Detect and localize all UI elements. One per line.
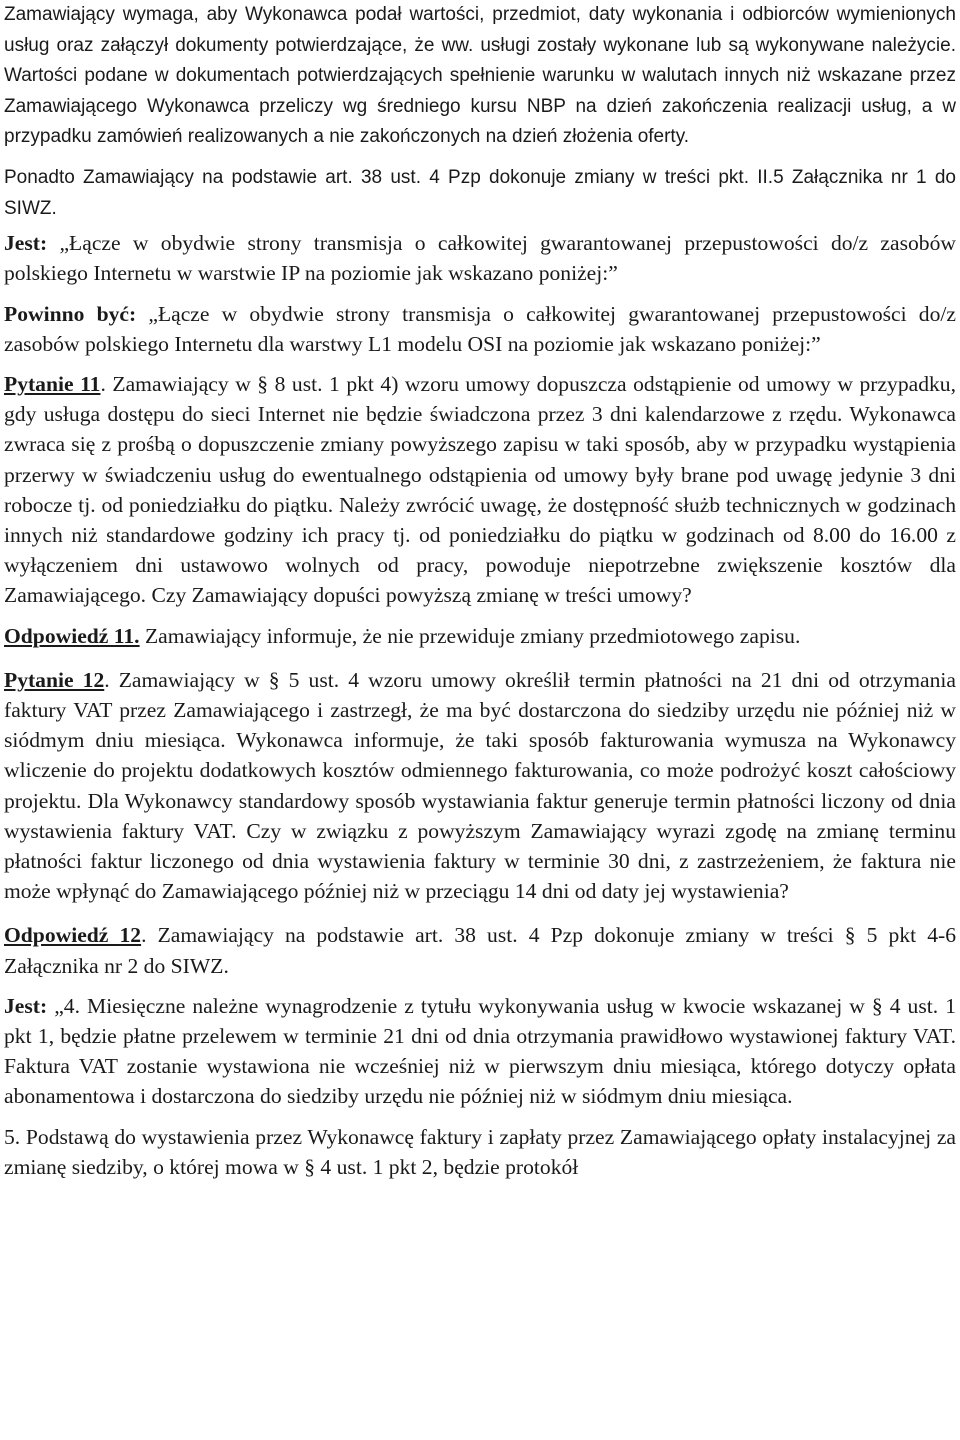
jest-label: Jest: — [4, 231, 48, 256]
paragraph-jest-2 — [4, 991, 956, 1112]
answer-12-label: Odpowiedź 12 — [4, 923, 142, 948]
answer-11-label: Odpowiedź 11. — [4, 623, 140, 648]
answer-12-text: . Zamawiający na podstawie art. 38 ust. 4 Pzp dokonuje zmiany w treści § 5 pkt 4-6 Załącznika nr 2 do SIWZ. — [4, 923, 956, 978]
question-12 — [4, 665, 956, 907]
answer-11 — [4, 621, 956, 651]
question-11 — [4, 369, 956, 611]
question-11-text: . Zamawiający w § 8 ust. 1 pkt 4) wzoru umowy dopuszcza odstąpienie od umowy w przypadku, gdy usługa dostępu do sieci Internet nie będzie świadczona przez 3 dni kalendarzowe z rzędu. Wykonawca zwraca się z prośbą o dopuszczenie zmiany powyższego zapisu w taki sposób, aby w przypadku wystąpienia przerwy w świadczeniu usług do ewentualnego odstąpienia od umowy były brane pod uwagę jedynie 3 dni robocze tj. od poniedziałku do piątku. Należy zwrócić uwagę, że dostępność służb technicznych w godzinach innych niż standardowe godziny ich pracy tj. od poniedziałku do piątku w godzinach od 8.00 do 16.00 z wyłączeniem dni ustawowo wolnych od pracy, powoduje niepotrzebne zwiększenie kosztów dla Zamawiającego. Czy Zamawiający dopuści powyższą zmianę w treści umowy? — [4, 371, 956, 608]
answer-11-text: Zamawiający informuje, że nie przewiduje zmiany przedmiotowego zapisu. — [139, 623, 801, 648]
question-12-label: Pytanie 12 — [4, 667, 105, 692]
paragraph-requirements: Zamawiający wymaga, aby Wykonawca podał wartości, przedmiot, daty wykonania i odbiorców wymienionych usług oraz załączył dokumenty potwierdzające, że ww. usługi zostały wykonane lub są wykonywane należycie. Wartości podane w dokumentach potwierdzających spełnienie warunku w walutach innych niż wskazane przez Zamawiającego Wykonawca przeliczy wg średniego kursu NBP na dzień zakończenia realizacji usług, a w przypadku zamówień realizowanych a nie zakończonych na dzień złożenia oferty. — [4, 4, 956, 148]
jest-text: „Łącze w obydwie strony transmisja o całkowitej gwarantowanej przepustowości do/z zasobów polskiego Internetu w warstwie IP na poziomie jak wskazano poniżej:” — [4, 231, 956, 286]
question-11-label: Pytanie 11 — [4, 371, 101, 396]
paragraph-powinno-byc — [4, 299, 956, 359]
answer-12 — [4, 920, 956, 980]
jest-text-2: „4. Miesięczne należne wynagrodzenie z tytułu wykonywania usług w kwocie wskazanej w § 4 ust. 1 pkt 1, będzie płatne przelewem w terminie 21 dni od dnia otrzymania prawidłowo wystawionej faktury VAT. Faktura VAT zostanie wystawiona nie wcześniej niż w pierwszym dniu miesiąca, którego dotyczy opłata abonamentowa i dostarczona do siedziby urzędu nie później niż w siódmym dniu miesiąca. — [4, 993, 956, 1109]
powinno-byc-label: Powinno być: — [4, 301, 137, 326]
question-12-text: . Zamawiający w § 5 ust. 4 wzoru umowy określił termin płatności na 21 dni od otrzymania faktury VAT przez Zamawiającego i zastrzegł, że ma być dostarczona do siedziby urzędu nie później niż w siódmym dniu miesiąca. Wykonawca informuje, że taki sposób fakturowania wymusza na Wykonawcy wliczenie do projektu dodatkowych kosztów odmiennego fakturowania, co może podrożyć koszt całościowy projektu. Dla Wykonawcy standardowy sposób wystawiania faktur generuje termin płatności liczony od dnia wystawienia faktury VAT. Czy w związku z powyższym Zamawiający wyrazi zgodę na zmianę terminu płatności faktur liczonego od dnia wystawienia faktury w terminie 30 dni, z zastrzeżeniem, że faktura nie może wpłynąć do Zamawiającego później niż w przeciągu 14 dni od daty jej wystawienia? — [4, 667, 956, 904]
powinno-byc-text: „Łącze w obydwie strony transmisja o całkowitej gwarantowanej przepustowości do/z zasobów polskiego Internetu dla warstwy L1 modelu OSI na poziomie jak wskazano poniżej:” — [4, 301, 956, 356]
paragraph-jest-1 — [4, 228, 956, 288]
document-page — [4, 0, 956, 1182]
jest-label-2: Jest: — [4, 993, 48, 1018]
paragraph-point-5: 5. Podstawą do wystawienia przez Wykonawcę faktury i zapłaty przez Zamawiającego opłaty instalacyjnej za zmianę siedziby, o której mowa w § 4 ust. 1 pkt 2, będzie protokół — [4, 1124, 956, 1179]
paragraph-amendment-intro: Ponadto Zamawiający na podstawie art. 38 ust. 4 Pzp dokonuje zmiany w treści pkt. II.5 Załącznika nr 1 do SIWZ. — [4, 166, 956, 219]
